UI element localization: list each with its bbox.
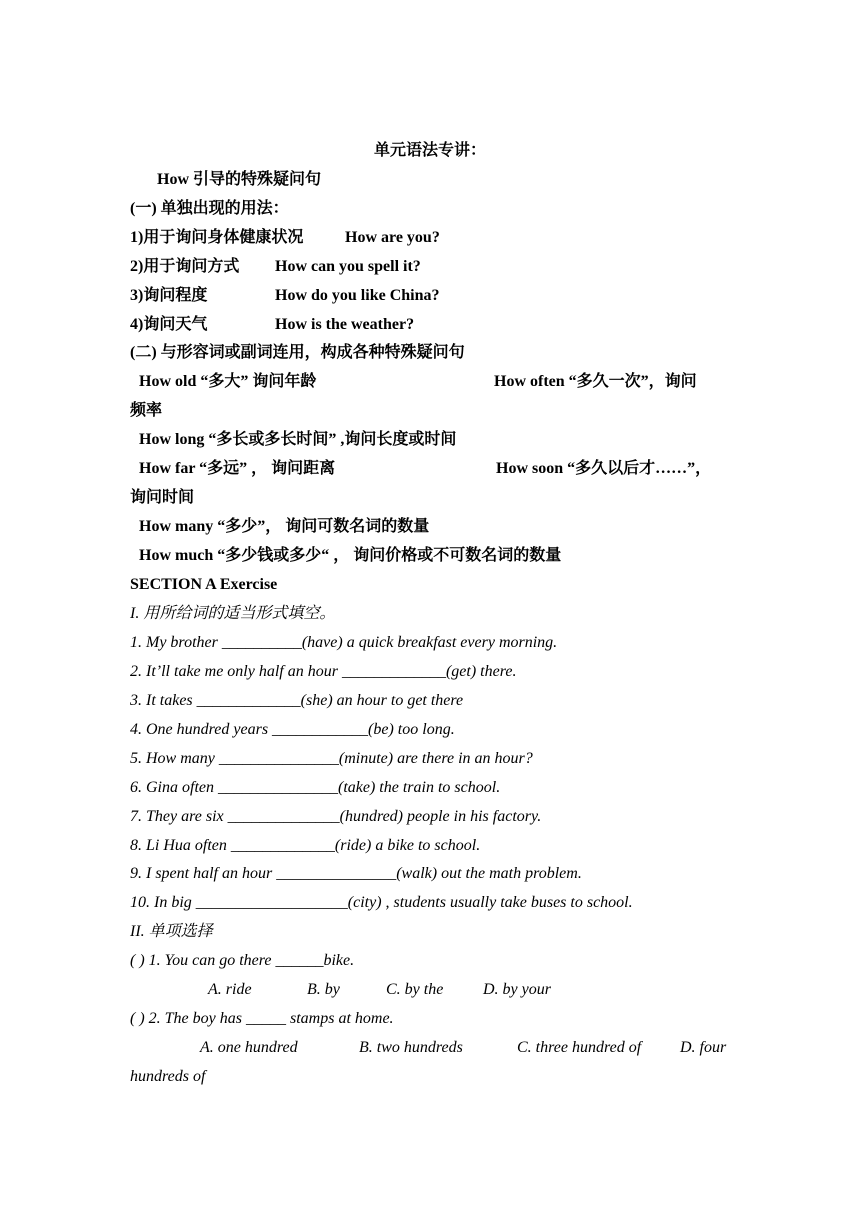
fill-item-prefix: 5. How many — [130, 750, 219, 767]
how-soon-text: How soon “多久以后才……”， — [496, 460, 712, 477]
fill-blank[interactable]: _______________ — [218, 779, 338, 796]
fill-blank[interactable]: _______________ — [276, 865, 397, 882]
usage-example: How do you like China? — [275, 287, 440, 304]
usage-label: 3)询问程度 — [130, 287, 208, 304]
section2-heading: (二) 与形容词或副词连用，构成各种特殊疑问句 — [130, 344, 465, 361]
fill-item-prefix: 1. My brother — [130, 634, 222, 651]
how-old-text: How old “多大” 询问年龄 — [139, 373, 317, 390]
usage-label: 1)用于询问身体健康状况 — [130, 229, 304, 246]
fill-item-suffix: (have) a quick breakfast every morning. — [301, 634, 558, 651]
fill-item-prefix: 10. In big — [130, 894, 196, 911]
fill-blank[interactable]: ______________ — [227, 808, 340, 825]
fill-item-suffix: (hundred) people in his factory. — [339, 808, 542, 825]
fill-blank[interactable]: ____________ — [272, 721, 369, 738]
fill-blank[interactable]: _______________ — [218, 750, 339, 767]
mc-question-stem: ( ) 2. The boy has _____ stamps at home. — [130, 1010, 394, 1027]
fill-blank[interactable]: ___________________ — [195, 894, 348, 911]
fill-item-prefix: 8. Li Hua often — [130, 837, 231, 854]
fill-blank[interactable]: _____________ — [341, 663, 446, 680]
fill-item-prefix: 9. I spent half an hour — [130, 865, 277, 882]
fill-item-prefix: 7. They are six — [130, 808, 228, 825]
mc-option[interactable]: D. by your — [483, 981, 551, 998]
fill-item-prefix: 2. It’ll take me only half an hour — [130, 663, 342, 680]
fill-item-suffix: (she) an hour to get there — [300, 692, 464, 709]
fill-blank[interactable]: _____________ — [196, 692, 301, 709]
how-soon-continued: 询问时间 — [130, 489, 195, 506]
mc-option[interactable]: C. three hundred of — [517, 1039, 642, 1056]
mc-option[interactable]: B. by — [307, 981, 340, 998]
usage-label: 2)用于询问方式 — [130, 258, 240, 275]
fill-item — [130, 633, 735, 653]
fill-item-prefix: 6. Gina often — [130, 779, 218, 796]
usage-example: How are you? — [345, 229, 440, 246]
fill-item — [130, 691, 735, 711]
how-often-continued: 频率 — [130, 402, 163, 419]
mc-option[interactable]: C. by the — [386, 981, 444, 998]
page-title: 单元语法专讲： — [373, 142, 486, 159]
fill-item — [130, 807, 735, 827]
part2-title: II. 单项选择 — [130, 923, 213, 940]
fill-item-suffix: (minute) are there in an hour? — [338, 750, 533, 767]
part1-title: I. 用所给词的适当形式填空。 — [130, 605, 336, 622]
usage-example: How can you spell it? — [275, 258, 421, 275]
fill-item — [130, 778, 735, 798]
fill-item-suffix: (be) too long. — [368, 721, 455, 738]
how-long-text: How long “多长或多长时间” ,询问长度或时间 — [139, 431, 457, 448]
mc-option[interactable]: A. one hundred — [200, 1039, 298, 1056]
fill-item-prefix: 3. It takes — [130, 692, 197, 709]
fill-item — [130, 662, 735, 682]
fill-item — [130, 836, 735, 856]
fill-item-suffix: (take) the train to school. — [338, 779, 501, 796]
fill-item-suffix: (walk) out the math problem. — [396, 865, 582, 882]
how-far-text: How far “多远” ， 询问距离 — [139, 460, 336, 477]
fill-item-prefix: 4. One hundred years — [130, 721, 273, 738]
usage-label: 4)询问天气 — [130, 316, 208, 333]
fill-item-suffix: (ride) a bike to school. — [334, 837, 481, 854]
how-many-text: How many “多少”， 询问可数名词的数量 — [139, 518, 430, 535]
fill-item — [130, 864, 735, 884]
fill-item — [130, 893, 735, 913]
fill-blank[interactable]: __________ — [221, 634, 302, 651]
usage-example: How is the weather? — [275, 316, 415, 333]
fill-item-suffix: (get) there. — [445, 663, 517, 680]
fill-item — [130, 749, 735, 769]
fill-blank[interactable]: _____________ — [230, 837, 335, 854]
exercise-heading: SECTION A Exercise — [130, 576, 278, 593]
mc-question-stem: ( ) 1. You can go there ______bike. — [130, 952, 355, 969]
how-much-text: How much “多少钱或多少“ ， 询问价格或不可数名词的数量 — [139, 547, 562, 564]
how-often-text: How often “多久一次”，询问 — [494, 373, 697, 390]
mc-option-overflow: hundreds of — [130, 1068, 206, 1085]
mc-option[interactable]: A. ride — [208, 981, 252, 998]
fill-item — [130, 720, 735, 740]
mc-option[interactable]: D. four — [680, 1039, 727, 1056]
subtitle: How 引导的特殊疑问句 — [157, 171, 322, 188]
section1-heading: (一) 单独出现的用法： — [130, 200, 289, 217]
mc-option[interactable]: B. two hundreds — [359, 1039, 463, 1056]
fill-item-suffix: (city) , students usually take buses to school. — [347, 894, 633, 911]
